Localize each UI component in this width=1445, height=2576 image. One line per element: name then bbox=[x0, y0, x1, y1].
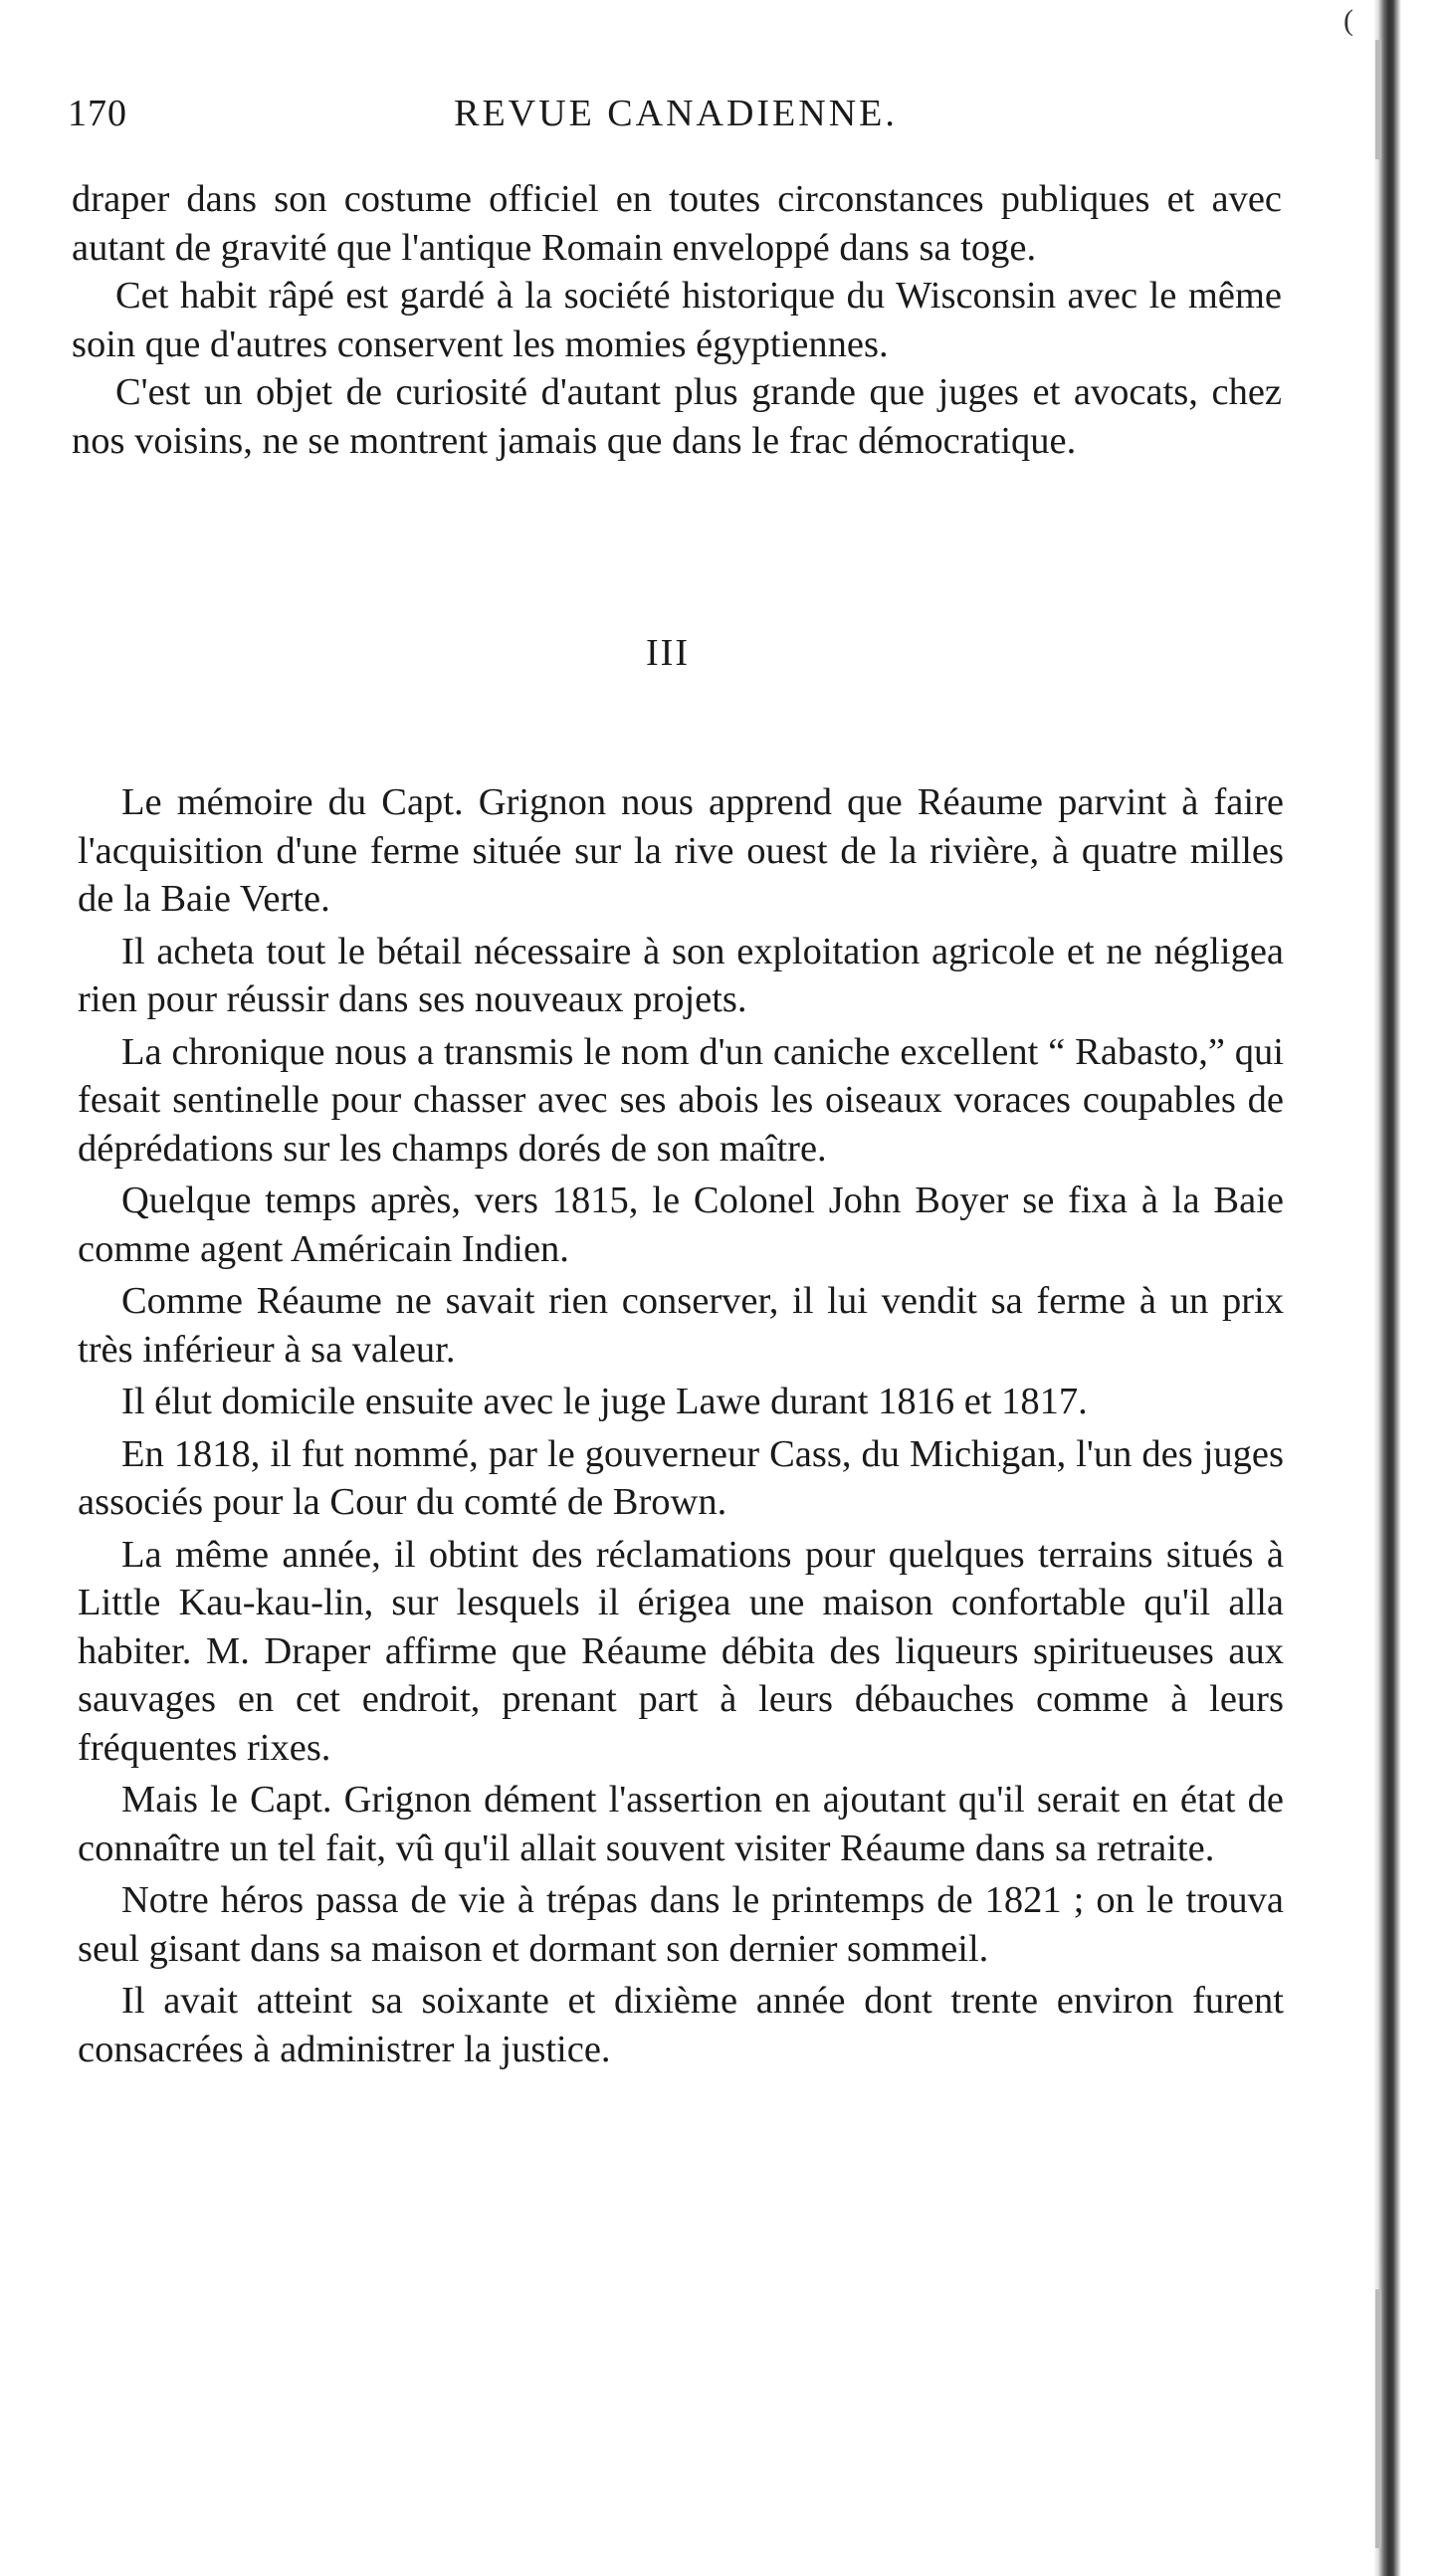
page-binding-edge bbox=[1373, 0, 1401, 2576]
page-number: 170 bbox=[68, 93, 127, 134]
paragraph: Comme Réaume ne savait rien conserver, il lui vendit sa ferme à un prix très inférieur à sa valeur. bbox=[78, 1280, 1284, 1371]
section-body bbox=[78, 778, 1284, 2073]
paragraph: Cet habit râpé est gardé à la société historique du Wisconsin avec le même soin que d'autres conservent les momies égyptiennes. bbox=[72, 275, 1282, 365]
paragraph: Mais le Capt. Grignon dément l'assertion en ajoutant qu'il serait en état de connaître un tel fait, vû qu'il allait souvent visiter Réaume dans sa retraite. bbox=[78, 1779, 1284, 1869]
paragraph: Il avait atteint sa soixante et dixième année dont trente environ furent consacrées à administrer la justice. bbox=[78, 1980, 1284, 2070]
continued-text-block bbox=[72, 175, 1282, 465]
paragraph: Notre héros passa de vie à trépas dans le printemps de 1821 ; on le trouva seul gisant dans sa maison et dormant son dernier sommeil. bbox=[78, 1879, 1284, 1970]
stray-mark: ( bbox=[1343, 4, 1353, 37]
paragraph: Quelque temps après, vers 1815, le Colonel John Boyer se fixa à la Baie comme agent Américain Indien. bbox=[78, 1180, 1284, 1270]
paragraph: Le mémoire du Capt. Grignon nous apprend que Réaume parvint à faire l'acquisition d'une ferme située sur la rive ouest de la rivière, à quatre milles de la Baie Verte. bbox=[78, 781, 1284, 920]
paragraph-continued: draper dans son costume officiel en toutes circonstances publiques et avec autant de gravité que l'antique Romain enveloppé dans sa toge. bbox=[72, 178, 1282, 269]
paragraph: C'est un objet de curiosité d'autant plus grande que juges et avocats, chez nos voisins, ne se montrent jamais que dans le frac démocratique. bbox=[72, 371, 1282, 462]
paragraph: En 1818, il fut nommé, par le gouverneur Cass, du Michigan, l'un des juges associés pour la Cour du comté de Brown. bbox=[78, 1432, 1284, 1523]
journal-title: REVUE CANADIENNE. bbox=[454, 93, 898, 134]
edge-speck bbox=[1375, 2289, 1381, 2548]
section-heading: III bbox=[646, 632, 690, 674]
running-head bbox=[68, 92, 1284, 141]
paragraph: La même année, il obtint des réclamations pour quelques terrains situés à Little Kau-kau-lin, sur lesquels il érigea une maison confortable qu'il alla habiter. M. Draper affirme que Réaume débita des liqueurs spiritueuses aux sauvages en cet endroit, prenant part à leurs débauches comme à leurs fréquentes rixes. bbox=[78, 1533, 1284, 1769]
edge-speck bbox=[1375, 40, 1381, 159]
paragraph: Il élut domicile ensuite avec le juge Lawe durant 1816 et 1817. bbox=[121, 1381, 1088, 1422]
paragraph: Il acheta tout le bétail nécessaire à son exploitation agricole et ne négligea rien pour réussir dans ses nouveaux projets. bbox=[78, 930, 1284, 1020]
paragraph: La chronique nous a transmis le nom d'un caniche excellent “ Rabasto,” qui fesait sentinelle pour chasser avec ses abois les oiseaux voraces coupables de déprédations sur les champs dorés de son maître. bbox=[78, 1030, 1284, 1170]
